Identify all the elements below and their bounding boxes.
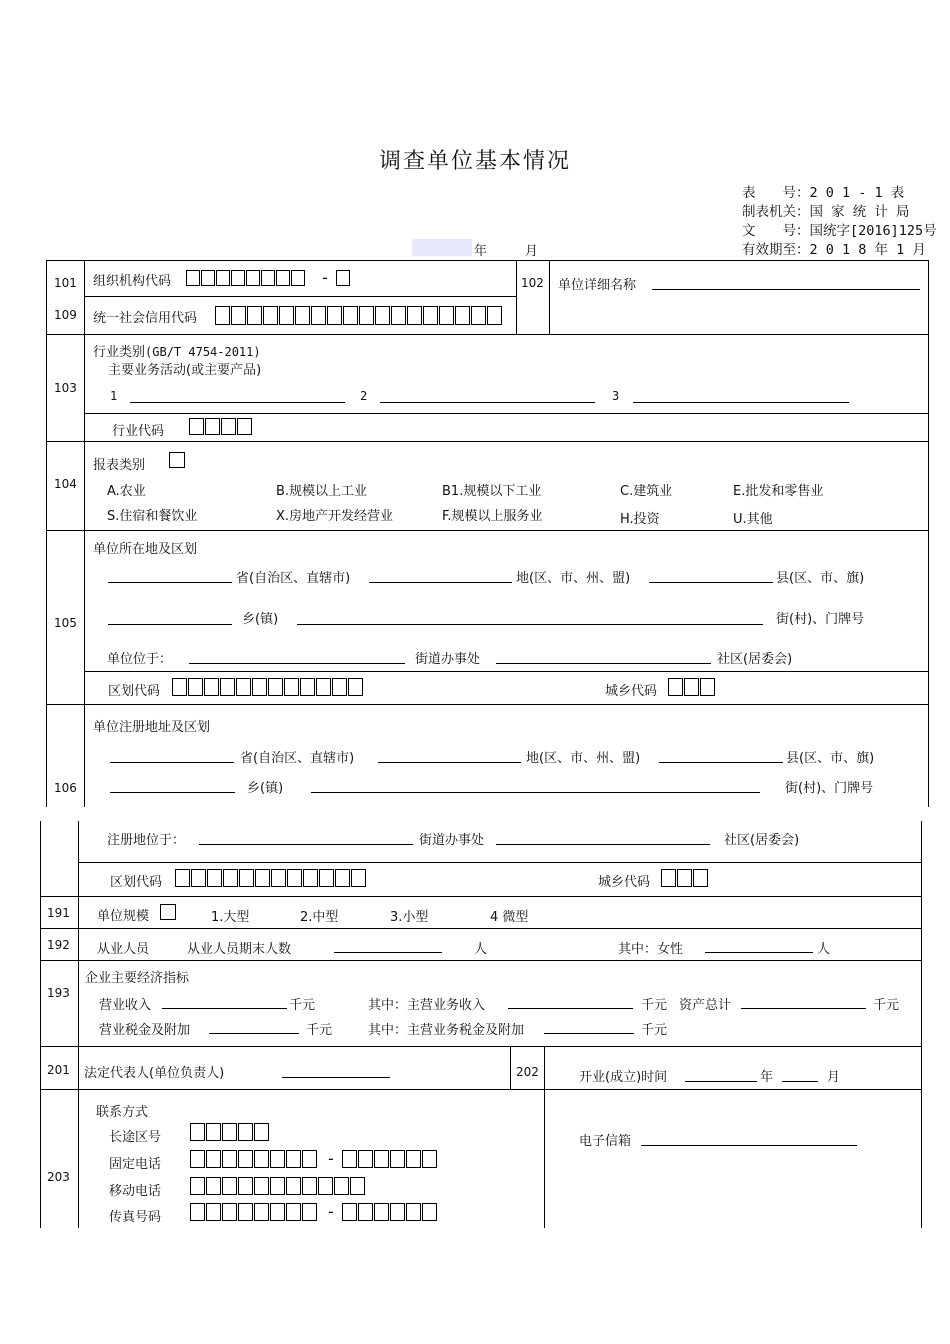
- prefecture-label: 地(区、市、州、盟): [516, 571, 631, 586]
- industry-text: 行业类别: [93, 345, 146, 360]
- year-label: 年: [474, 244, 488, 259]
- area-code-boxes[interactable]: [190, 1123, 269, 1141]
- founded-year-unit: 年: [760, 1070, 774, 1085]
- activity-3-field[interactable]: [633, 391, 849, 403]
- legal-rep-field[interactable]: [282, 1066, 390, 1078]
- location-label: 单位所在地及区划: [93, 542, 198, 557]
- scale-option-3: 3.小型: [390, 910, 429, 925]
- issuer-label: 制表机关：: [742, 204, 810, 220]
- urban-rural-label: 城乡代码: [605, 684, 658, 699]
- year-input[interactable]: [412, 239, 472, 256]
- revenue-unit: 千元: [289, 998, 316, 1013]
- option-c: C.建筑业: [620, 484, 673, 499]
- row-number-103: 103: [54, 381, 77, 395]
- street-field[interactable]: [297, 613, 763, 625]
- activity-2-field[interactable]: [380, 391, 595, 403]
- option-f: F.规模以上服务业: [442, 509, 543, 524]
- org-code-label: 组织机构代码: [93, 274, 172, 289]
- row-number-105: 105: [54, 616, 77, 630]
- fax-dash: -: [328, 1202, 334, 1221]
- assets-unit: 千元: [873, 998, 900, 1013]
- reg-prefecture-label: 地(区、市、州、盟): [526, 751, 641, 766]
- unit-at-label: 单位位于：: [107, 652, 173, 667]
- scale-label: 单位规模: [97, 909, 150, 924]
- subdistrict-field[interactable]: [496, 652, 711, 664]
- subdistrict-label: 街道办事处: [415, 652, 481, 667]
- reg-street-field[interactable]: [311, 781, 760, 793]
- landline-dash: -: [328, 1149, 334, 1168]
- activity-num-1: 1: [110, 389, 118, 403]
- row-number-192: 192: [47, 938, 70, 952]
- reg-county-label: 县(区、市、旗): [786, 751, 875, 766]
- doc-no-value: 国统字[2016]125号: [809, 223, 937, 239]
- revenue-label: 营业收入: [99, 998, 152, 1013]
- reg-province-label: 省(自治区、直辖市): [240, 751, 355, 766]
- reg-street-label: 街(村)、门牌号: [785, 781, 874, 796]
- table-no-label: 表 号：: [742, 185, 810, 201]
- fax-ext-boxes[interactable]: [342, 1203, 437, 1221]
- issuer-value: 国 家 统 计 局: [809, 204, 910, 220]
- county-label: 县(区、市、旗): [776, 571, 865, 586]
- province-field[interactable]: [108, 571, 232, 583]
- prefecture-field[interactable]: [369, 571, 512, 583]
- org-code-dash: -: [322, 268, 328, 287]
- mobile-boxes[interactable]: [190, 1177, 365, 1195]
- tax-unit: 千元: [306, 1023, 333, 1038]
- reg-subdistrict-field[interactable]: [496, 833, 710, 845]
- reg-urban-rural-boxes[interactable]: [661, 869, 708, 887]
- main-revenue-unit: 千元: [641, 998, 668, 1013]
- row-number-202: 202: [516, 1065, 539, 1079]
- report-type-label: 报表类别: [93, 458, 146, 473]
- employees-end-field[interactable]: [334, 941, 442, 953]
- female-label: 其中：女性: [618, 942, 684, 957]
- county-field[interactable]: [649, 571, 773, 583]
- industry-std: (GB/T 4754-2011): [145, 345, 261, 359]
- employees-unit: 人: [474, 942, 488, 957]
- landline-boxes[interactable]: [190, 1150, 317, 1168]
- mobile-label: 移动电话: [109, 1184, 162, 1199]
- employees-label: 从业人员: [97, 942, 150, 957]
- page-title: 调查单位基本情况: [378, 149, 571, 174]
- row-number-191: 191: [47, 906, 70, 920]
- township-label: 乡(镇): [242, 612, 279, 627]
- industry-label: [93, 341, 261, 360]
- landline-ext-boxes[interactable]: [342, 1150, 437, 1168]
- landline-label: 固定电话: [109, 1157, 162, 1172]
- reg-division-code-boxes[interactable]: [175, 869, 366, 887]
- option-s: S.住宿和餐饮业: [107, 509, 198, 524]
- female-field[interactable]: [705, 941, 813, 953]
- reg-subdistrict-label: 街道办事处: [419, 833, 485, 848]
- credit-code-label: 统一社会信用代码: [93, 311, 198, 326]
- scale-option-2: 2.中型: [300, 910, 339, 925]
- reg-community-label: 社区(居委会): [724, 833, 800, 848]
- revenue-field[interactable]: [162, 997, 287, 1009]
- unit-name-field[interactable]: [652, 278, 920, 290]
- option-a: A.农业: [107, 484, 146, 499]
- table-no-value: 2 0 1 - 1 表: [809, 185, 905, 201]
- main-revenue-field[interactable]: [508, 997, 633, 1009]
- reg-province-field[interactable]: [110, 751, 234, 763]
- unit-at-field[interactable]: [189, 652, 405, 664]
- row-number-101: 101: [54, 276, 77, 290]
- reg-county-field[interactable]: [659, 751, 783, 763]
- scale-option-4: 4 微型: [490, 910, 529, 925]
- founded-month-field[interactable]: [782, 1070, 818, 1082]
- township-field[interactable]: [108, 613, 232, 625]
- scale-checkbox[interactable]: [160, 904, 176, 920]
- area-code-label: 长途区号: [109, 1130, 162, 1145]
- activity-1-field[interactable]: [130, 391, 345, 403]
- founded-year-field[interactable]: [685, 1070, 757, 1082]
- form-meta: [742, 184, 937, 260]
- legal-rep-label: 法定代表人(单位负责人): [84, 1066, 225, 1081]
- reg-urban-rural-label: 城乡代码: [598, 875, 651, 890]
- row-number-203: 203: [47, 1170, 70, 1184]
- employees-end-label: 从业人员期末人数: [187, 942, 292, 957]
- reg-township-field[interactable]: [110, 781, 235, 793]
- row-number-104: 104: [54, 477, 77, 491]
- main-activity-label: 主要业务活动(或主要产品): [108, 363, 262, 378]
- female-unit: 人: [817, 942, 831, 957]
- row-number-106: 106: [54, 781, 77, 795]
- reg-division-code-label: 区划代码: [110, 875, 163, 890]
- row-number-193: 193: [47, 986, 70, 1000]
- option-e: E.批发和零售业: [733, 484, 824, 499]
- row-number-201: 201: [47, 1063, 70, 1077]
- valid-label: 有效期至：: [742, 242, 810, 258]
- main-tax-field[interactable]: [544, 1022, 634, 1034]
- founded-month-unit: 月: [827, 1070, 841, 1085]
- doc-no-label: 文 号：: [742, 223, 810, 239]
- urban-rural-boxes[interactable]: [668, 678, 715, 696]
- reg-address-label: 单位注册地址及区划: [93, 720, 211, 735]
- scale-option-1: 1.大型: [211, 910, 250, 925]
- founded-label: 开业(成立)时间: [579, 1070, 668, 1085]
- option-x: X.房地产开发经营业: [276, 509, 394, 524]
- unit-name-label: 单位详细名称: [558, 278, 637, 293]
- email-field[interactable]: [641, 1134, 857, 1146]
- row-number-102: 102: [521, 276, 544, 290]
- credit-code-boxes[interactable]: [215, 306, 502, 325]
- row-number-109: 109: [54, 308, 77, 322]
- main-tax-unit: 千元: [641, 1023, 668, 1038]
- month-label: 月: [525, 244, 539, 259]
- assets-label: 资产总计: [679, 998, 732, 1013]
- activity-num-3: 3: [612, 389, 620, 403]
- org-code-check-box[interactable]: [336, 270, 350, 286]
- main-tax-label: 其中：主营业务税金及附加: [368, 1023, 525, 1038]
- tax-field[interactable]: [209, 1022, 299, 1034]
- street-label: 街(村)、门牌号: [776, 612, 865, 627]
- reg-township-label: 乡(镇): [247, 781, 284, 796]
- econ-label: 企业主要经济指标: [85, 971, 190, 986]
- division-code-boxes[interactable]: [172, 678, 363, 696]
- fax-boxes[interactable]: [190, 1203, 317, 1221]
- main-revenue-label: 其中：主营业务收入: [368, 998, 486, 1013]
- province-label: 省(自治区、直辖市): [236, 571, 351, 586]
- reg-prefecture-field[interactable]: [378, 751, 521, 763]
- reg-at-label: 注册地位于：: [107, 833, 186, 848]
- valid-value: 2 0 1 8 年 1 月: [809, 242, 926, 258]
- activity-num-2: 2: [360, 389, 368, 403]
- fax-label: 传真号码: [109, 1210, 162, 1225]
- option-u: U.其他: [733, 512, 773, 527]
- industry-code-boxes[interactable]: [189, 418, 252, 435]
- assets-field[interactable]: [741, 997, 866, 1009]
- community-label: 社区(居委会): [717, 652, 793, 667]
- division-code-label: 区划代码: [108, 684, 161, 699]
- email-label: 电子信箱: [579, 1134, 632, 1149]
- industry-code-label: 行业代码: [112, 424, 165, 439]
- option-b: B.规模以上工业: [276, 484, 368, 499]
- option-h: H.投资: [620, 512, 660, 527]
- report-type-checkbox[interactable]: [169, 452, 185, 468]
- reg-at-field[interactable]: [199, 833, 413, 845]
- option-b1: B1.规模以下工业: [442, 484, 542, 499]
- tax-label: 营业税金及附加: [99, 1023, 191, 1038]
- org-code-boxes[interactable]: [186, 270, 305, 286]
- contact-label: 联系方式: [96, 1105, 149, 1120]
